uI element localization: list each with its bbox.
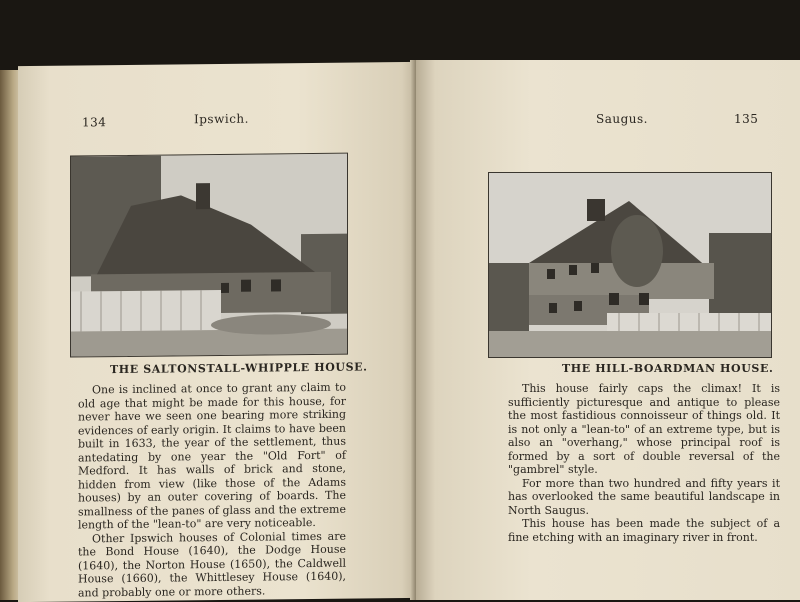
hill-boardman-photo — [488, 172, 772, 358]
left-page-number: 134 — [82, 115, 107, 130]
saltonstall-whipple-caption: THE SALTONSTALL-WHIPPLE HOUSE. — [110, 360, 368, 377]
left-body-text — [78, 381, 346, 600]
saltonstall-whipple-photo — [70, 153, 348, 358]
right-paragraph-2: For more than two hundred and fifty years it has overlooked the same beautiful landscape in North Saugus. — [508, 476, 780, 517]
right-body-text — [508, 382, 780, 544]
left-running-head: Ipswich. — [194, 111, 249, 127]
right-page-number: 135 — [734, 112, 759, 126]
left-page — [18, 62, 418, 602]
left-paragraph-2: Other Ipswich houses of Colonial times are the Bond House (1640), the Dodge House (1640), the Norton House (1650), the Caldwell House (1660), the Whittlesey House (1640), and probably one or more others. — [78, 529, 346, 599]
hill-boardman-caption: THE HILL-BOARDMAN HOUSE. — [562, 362, 774, 375]
right-running-head: Saugus. — [596, 112, 648, 126]
house-illustration-icon — [489, 173, 771, 357]
house-illustration-icon — [71, 154, 347, 357]
right-page — [416, 60, 800, 600]
right-paragraph-3: This house has been made the subject of a fine etching with an imaginary river in front. — [508, 517, 780, 544]
right-paragraph-1: This house fairly caps the climax! It is sufficiently picturesque and antique to please the most fastidious connoisseur of things old. It is not only a "lean-to" of an extreme type, but is also an "overhang," whose principal roof is formed by a sort of double reversal of the "gambrel" style. — [508, 382, 780, 476]
left-paragraph-1: One is inclined at once to grant any claim to old age that might be made for this house, for never have we seen one bearing more striking evidences of early origin. It claims to have been built in 1633, the year of the settlement, thus antedating by one year the "Old Fort" of Medford. It has walls of brick and stone, hidden from view (like those of the Adams houses) by an outer covering of boards. The smallness of the panes of glass and the extreme length of the "lean-to" are very noticeable. — [78, 380, 346, 532]
